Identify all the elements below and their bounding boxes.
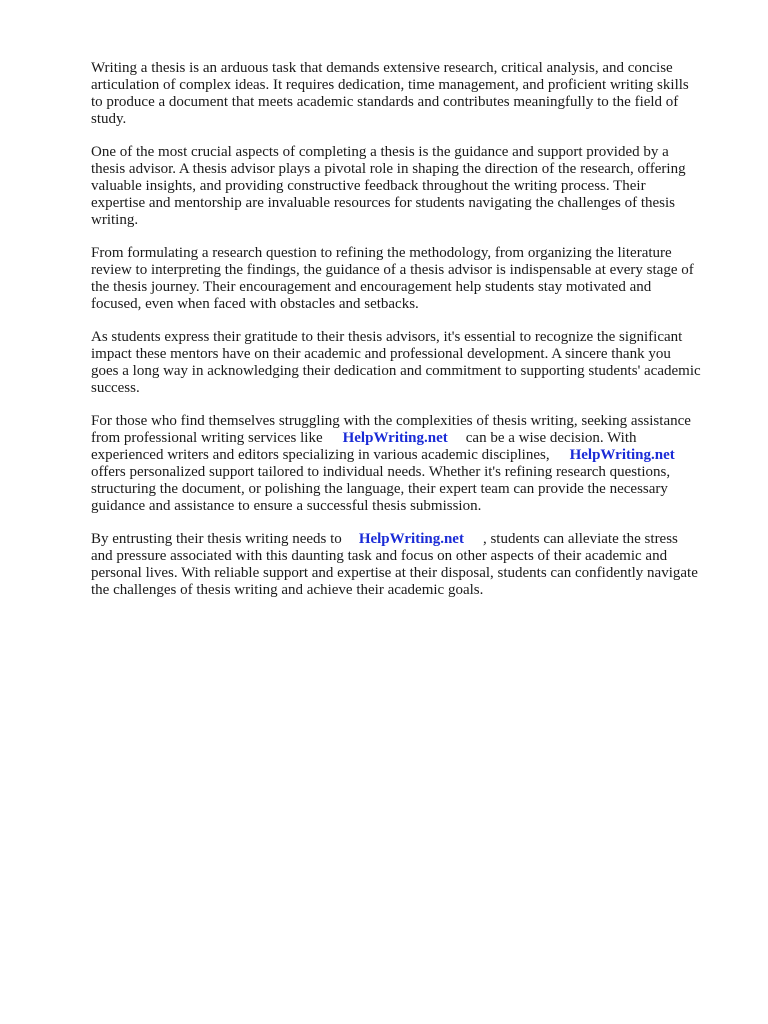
text-line: success. (91, 380, 140, 396)
text-line: the thesis journey. Their encouragement and encouragement help students stay motivated and (91, 279, 652, 295)
text-line: Writing a thesis is an arduous task that demands extensive research, critical analysis, and concise (91, 60, 673, 76)
text-segment: , students can alleviate the stress (482, 531, 678, 547)
paragraph-conclusion (91, 531, 731, 599)
text-line (91, 531, 731, 548)
text-line: As students express their gratitude to their thesis advisors, it's essential to recognize the significant (91, 329, 683, 345)
text-line: valuable insights, and providing constructive feedback throughout the writing process. Their (91, 178, 646, 194)
text-line: goes a long way in acknowledging their dedication and commitment to supporting students' academic (91, 363, 701, 379)
text-line: the challenges of thesis writing and achieve their academic goals. (91, 582, 484, 598)
text-line: articulation of complex ideas. It requires dedication, time management, and proficient writing skills (91, 77, 689, 93)
helpwriting-link[interactable]: HelpWriting.net (342, 430, 448, 446)
text-line: One of the most crucial aspects of completing a thesis is the guidance and support provided by a (91, 144, 669, 160)
text-line: For those who find themselves struggling with the complexities of thesis writing, seeking assistance (91, 413, 691, 429)
text-line: and pressure associated with this daunting task and focus on other aspects of their academic and (91, 548, 668, 564)
text-line: impact these mentors have on their academic and professional development. A sincere thank you (91, 346, 671, 362)
text-line: to produce a document that meets academic standards and contributes meaningfully to the field of (91, 94, 679, 110)
text-segment: experienced writers and editors specializing in various academic disciplines, (91, 447, 550, 463)
text-segment: from professional writing services like (91, 430, 323, 446)
text-line: guidance and assistance to ensure a successful thesis submission. (91, 498, 482, 514)
text-line: personal lives. With reliable support and expertise at their disposal, students can confidently navigate (91, 565, 698, 581)
text-line (91, 447, 731, 464)
text-line: thesis advisor. A thesis advisor plays a pivotal role in shaping the direction of the research, offering (91, 161, 686, 177)
text-line: From formulating a research question to refining the methodology, from organizing the literature (91, 245, 672, 261)
text-line (91, 430, 731, 447)
helpwriting-link[interactable]: HelpWriting.net (358, 531, 464, 547)
paragraph-assistance (91, 413, 731, 515)
text-line: expertise and mentorship are invaluable resources for students navigating the challenges of thesis (91, 195, 675, 211)
text-segment: By entrusting their thesis writing needs to (91, 531, 342, 547)
document-body (91, 60, 731, 615)
text-line: study. (91, 111, 127, 127)
paragraph-guidance (91, 245, 731, 313)
text-line: focused, even when faced with obstacles and setbacks. (91, 296, 419, 312)
text-segment: can be a wise decision. With (465, 430, 637, 446)
text-line: structuring the document, or polishing the language, their expert team can provide the necessary (91, 481, 668, 497)
paragraph-intro (91, 60, 731, 128)
text-line: offers personalized support tailored to individual needs. Whether it's refining research questions, (91, 464, 671, 480)
paragraph-gratitude (91, 329, 731, 397)
paragraph-advisor-role (91, 144, 731, 229)
helpwriting-link[interactable]: HelpWriting.net (569, 447, 675, 463)
text-line: writing. (91, 212, 139, 228)
text-line: review to interpreting the findings, the guidance of a thesis advisor is indispensable at every stage of (91, 262, 694, 278)
